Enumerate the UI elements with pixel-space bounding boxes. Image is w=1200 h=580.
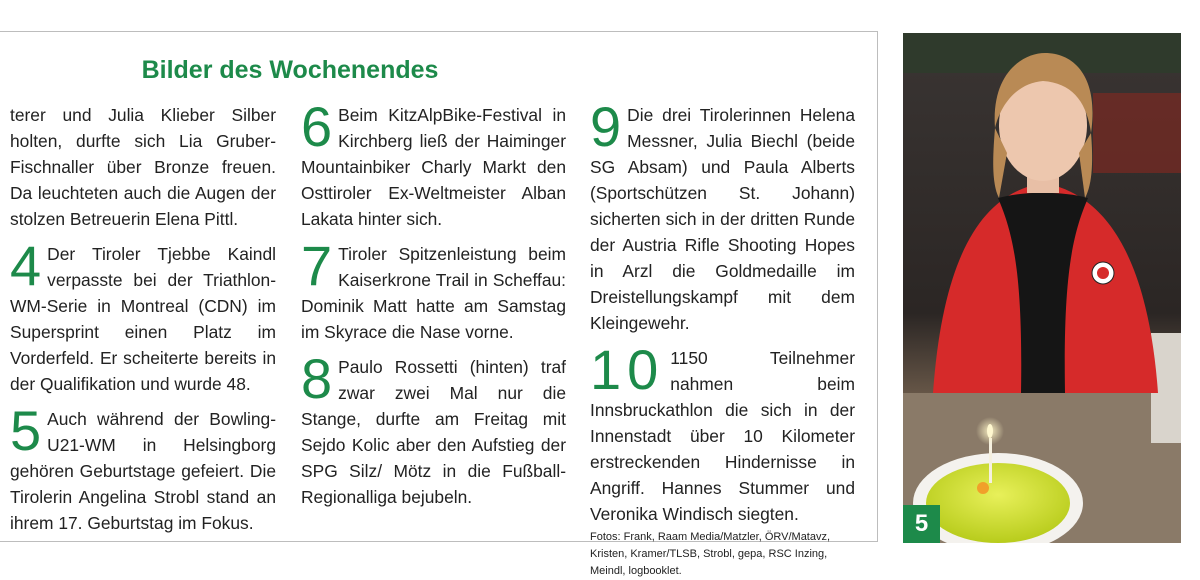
page-title: Bilder des Wochenendes <box>141 56 439 84</box>
text-column-2 <box>301 95 566 519</box>
caption-number-8: 8 <box>301 347 333 410</box>
paragraph-continued: terer und Julia Klieber Silber holten, durfte sich Lia Gruber-Fischnaller über Bronze freuen. Da leuchteten auch die Augen der stolzen Betreuerin Elena Pittl. <box>10 105 276 229</box>
caption-9 <box>590 95 855 336</box>
caption-6 <box>301 95 566 232</box>
caption-text-4: Der Tiroler Tjebbe Kaindl verpasste bei der Triathlon-WM-Serie in Montreal (CDN) im Supersprint einen Platz im Vorderfeld. Er scheiterte bereits in der Qualifikation und wurde 48. <box>10 244 276 394</box>
photo-credits: Fotos: Frank, Raam Media/Matzler, ÖRV/Matavz, Kristen, Kramer/TLSB, Strobl, gepa, RSC Inzing, Meindl, logbooklet. <box>590 531 831 577</box>
caption-text-5: Auch während der Bowling-U21-WM in Helsingborg gehören Geburtstage gefeiert. Die Tirolerin Angelina Strobl stand an ihrem 17. Geburtstag im Fokus. <box>10 409 276 533</box>
text-column-3 <box>590 95 855 580</box>
photo-illustration <box>903 33 1181 543</box>
caption-10 <box>590 338 855 527</box>
caption-number-4: 4 <box>10 234 42 297</box>
caption-8 <box>301 347 566 510</box>
caption-4 <box>10 234 276 397</box>
caption-text-8: Paulo Rossetti (hinten) traf zwar zwei Mal nur die Stange, durfte am Freitag mit Sejdo Kolic aber den Aufstieg der SPG Silz/ Mötz in die Fußball-Regionalliga bejubeln. <box>301 357 566 507</box>
caption-number-6: 6 <box>301 95 333 158</box>
caption-5 <box>10 399 276 536</box>
photo-birthday <box>903 33 1181 543</box>
caption-text-9: Die drei Tirolerinnen Helena Messner, Julia Biechl (beide SG Absam) und Paula Alberts (Sportschützen St. Johann) sicherten sich in der dritten Runde der Austria Rifle Shooting Hopes in Arzl die Goldmedaille im Dreistellungskampf mit dem Kleingewehr. <box>590 105 855 333</box>
text-column-1 <box>10 102 276 545</box>
caption-text-6: Beim KitzAlpBike-Festival in Kirchberg ließ der Haiminger Mountainbiker Charly Markt den Osttiroler Ex-Weltmeister Alban Lakata hinter sich. <box>301 105 566 229</box>
caption-number-5: 5 <box>10 399 42 462</box>
caption-number-10: 10 <box>590 338 665 401</box>
caption-text-7: Tiroler Spitzenleistung beim Kaiserkrone Trail in Scheffau: Dominik Matt hatte am Samstag im Skyrace die Nase vorne. <box>301 244 566 342</box>
caption-7 <box>301 234 566 345</box>
caption-number-7: 7 <box>301 234 333 297</box>
photo-number-badge: 5 <box>903 505 940 543</box>
caption-text-10: 1150 Teilnehmer nahmen beim Innsbruckathlon die sich in der Innenstadt über 10 Kilometer erstreckenden Hindernisse in Angriff. Hannes Stummer und Veronika Windisch siegten. <box>590 348 855 524</box>
caption-number-9: 9 <box>590 95 622 158</box>
